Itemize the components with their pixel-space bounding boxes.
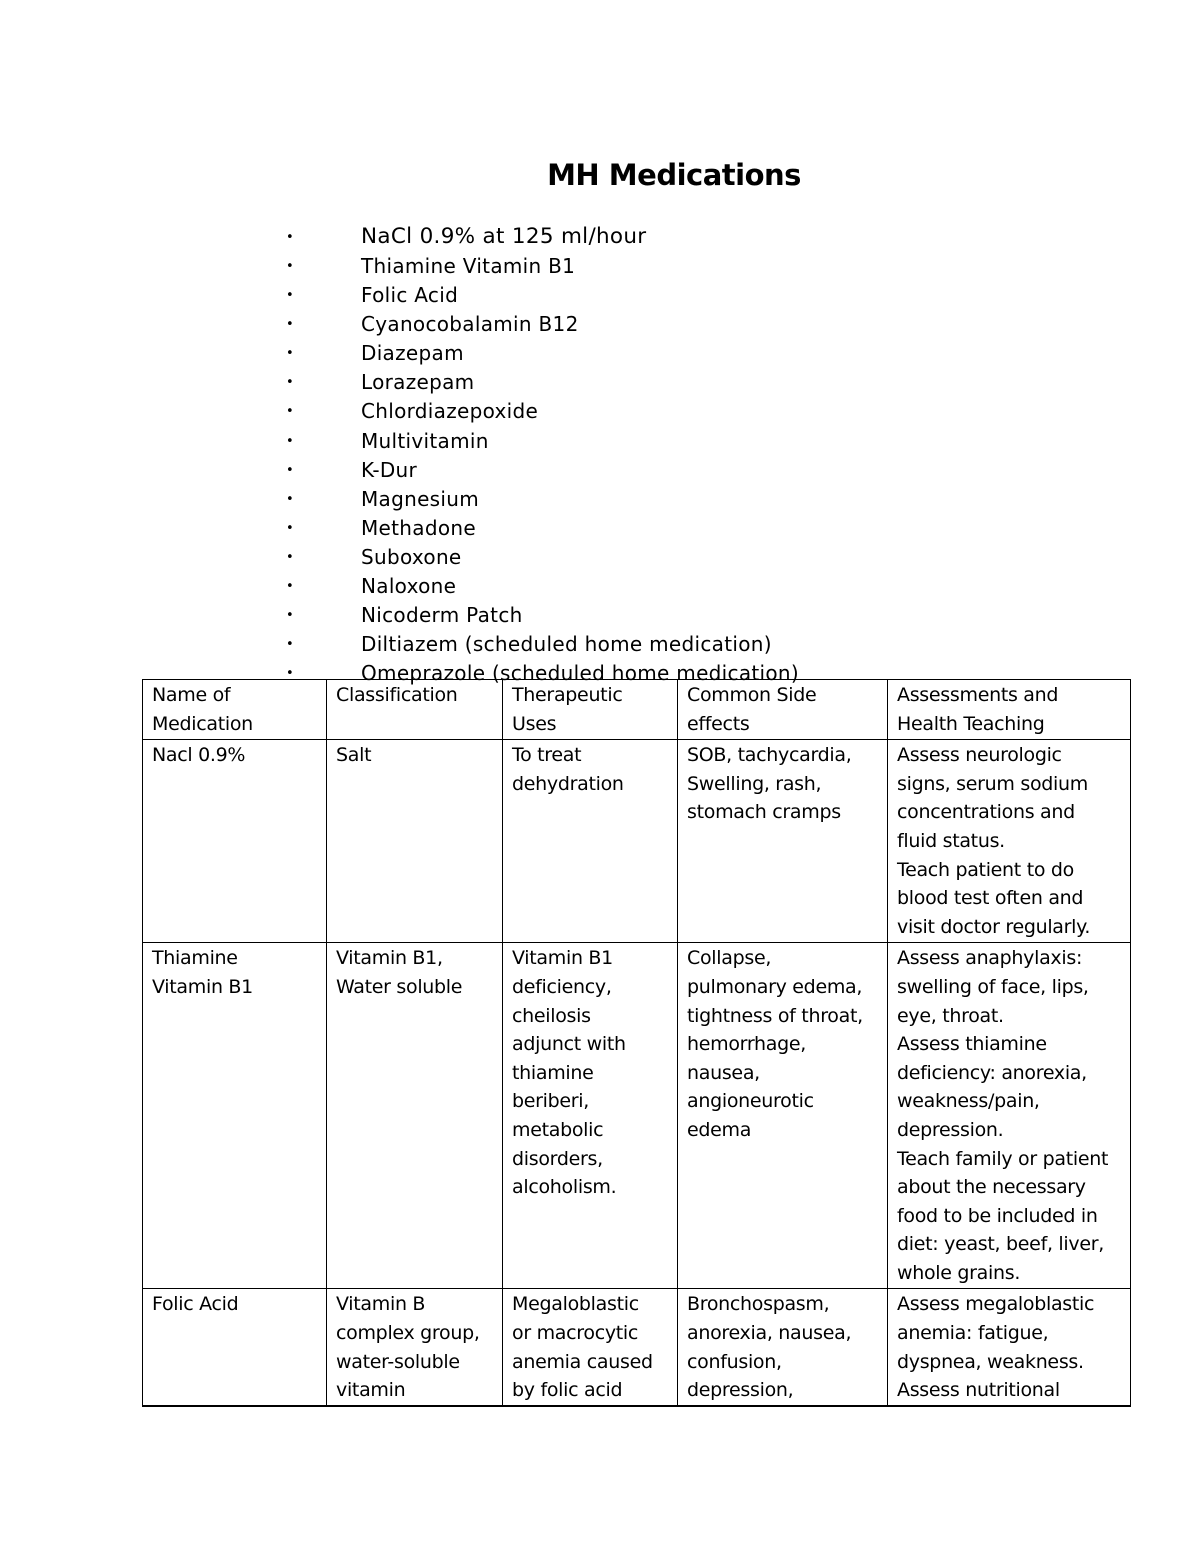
medication-list-item — [286, 427, 799, 456]
table-row — [143, 943, 1131, 1289]
medication-list — [286, 222, 799, 688]
medication-list-item — [286, 630, 799, 659]
table-cell: Collapse, pulmonary edema, tightness of throat, hemorrhage, nausea, angioneurotic edema — [678, 943, 888, 1289]
medication-name: Naloxone — [361, 574, 457, 599]
medication-list-item — [286, 456, 799, 485]
table-header-row — [143, 680, 1131, 740]
bullet-icon: • — [286, 346, 294, 362]
medication-name: NaCl 0.9% at 125 ml/hour — [361, 224, 647, 249]
bullet-icon: • — [286, 404, 294, 420]
bullet-icon: • — [286, 230, 294, 245]
table-cell: SOB, tachycardia, Swelling, rash, stomach cramps — [678, 740, 888, 943]
table-cell: Megaloblastic or macrocytic anemia caused by folic acid — [503, 1289, 678, 1407]
table-cell: Folic Acid — [143, 1289, 327, 1407]
medication-list-item — [286, 485, 799, 514]
bullet-icon: • — [286, 433, 294, 449]
medication-list-item — [286, 222, 799, 252]
table-cell: Assess neurologic signs, serum sodium concentrations and fluid status. Teach patient to do blood test often and visit doctor regularly. — [888, 740, 1131, 943]
medication-name: Nicoderm Patch — [361, 603, 523, 628]
header-name-of-medication: Name of Medication — [143, 680, 327, 740]
medication-name: Diazepam — [361, 341, 464, 366]
medication-name: Multivitamin — [361, 428, 489, 453]
bullet-icon: • — [286, 317, 294, 333]
bullet-icon: • — [286, 608, 294, 624]
document-title: MH Medications — [547, 158, 801, 192]
medication-name: Omeprazole (scheduled home medication) — [361, 661, 800, 686]
medication-name: Chlordiazepoxide — [361, 399, 539, 424]
medication-name: K-Dur — [361, 457, 418, 482]
table-cell: Nacl 0.9% — [143, 740, 327, 943]
bullet-icon: • — [286, 520, 294, 536]
medication-list-item — [286, 281, 799, 310]
table-cell: Thiamine Vitamin B1 — [143, 943, 327, 1289]
medication-list-item — [286, 339, 799, 368]
table-cell: Vitamin B1, Water soluble — [327, 943, 503, 1289]
medication-name: Magnesium — [361, 486, 480, 511]
table-cell: Assess megaloblastic anemia: fatigue, dyspnea, weakness. Assess nutritional — [888, 1289, 1131, 1407]
table-cell: Bronchospasm, anorexia, nausea, confusion, depression, — [678, 1289, 888, 1407]
medication-list-item — [286, 397, 799, 426]
medication-list-item — [286, 601, 799, 630]
table-cell: Assess anaphylaxis: swelling of face, lips, eye, throat. Assess thiamine deficiency: anorexia, weakness/pain, depression. Teach family or patient about the necessary food to be included in diet: yeast, beef, liver, whole grains. — [888, 943, 1131, 1289]
table-row — [143, 740, 1131, 943]
medication-table — [142, 679, 1131, 1407]
medication-name: Folic Acid — [361, 283, 459, 308]
bullet-icon: • — [286, 637, 294, 653]
medication-name: Suboxone — [361, 544, 462, 569]
medication-list-item — [286, 543, 799, 572]
medication-list-item — [286, 368, 799, 397]
medication-name: Diltiazem (scheduled home medication) — [361, 632, 772, 657]
table-cell: To treat dehydration — [503, 740, 678, 943]
table-cell: Vitamin B complex group, water-soluble vitamin — [327, 1289, 503, 1407]
table-row — [143, 1289, 1131, 1407]
bullet-icon: • — [286, 462, 294, 478]
medication-name: Cyanocobalamin B12 — [361, 312, 579, 337]
medication-list-item — [286, 572, 799, 601]
medication-list-item — [286, 514, 799, 543]
medication-list-item — [286, 252, 799, 281]
table-cell: Salt — [327, 740, 503, 943]
bullet-icon: • — [286, 375, 294, 391]
medication-list-item — [286, 310, 799, 339]
medication-name: Thiamine Vitamin B1 — [361, 254, 576, 278]
bullet-icon: • — [286, 288, 294, 304]
bullet-icon: • — [286, 491, 294, 507]
medication-name: Lorazepam — [361, 370, 475, 395]
bullet-icon: • — [286, 579, 294, 595]
medication-name: Methadone — [361, 515, 476, 540]
header-assessments-health-teaching: Assessments and Health Teaching — [888, 680, 1131, 740]
bullet-icon: • — [286, 666, 294, 682]
header-common-side-effects: Common Side effects — [678, 680, 888, 740]
header-therapeutic-uses: Therapeutic Uses — [503, 680, 678, 740]
bullet-icon: • — [286, 549, 294, 565]
header-classification: Classification — [327, 680, 503, 740]
bullet-icon: • — [286, 259, 294, 274]
table-cell: Vitamin B1 deficiency, cheilosis adjunct with thiamine beriberi, metabolic disorders, alcoholism. — [503, 943, 678, 1289]
